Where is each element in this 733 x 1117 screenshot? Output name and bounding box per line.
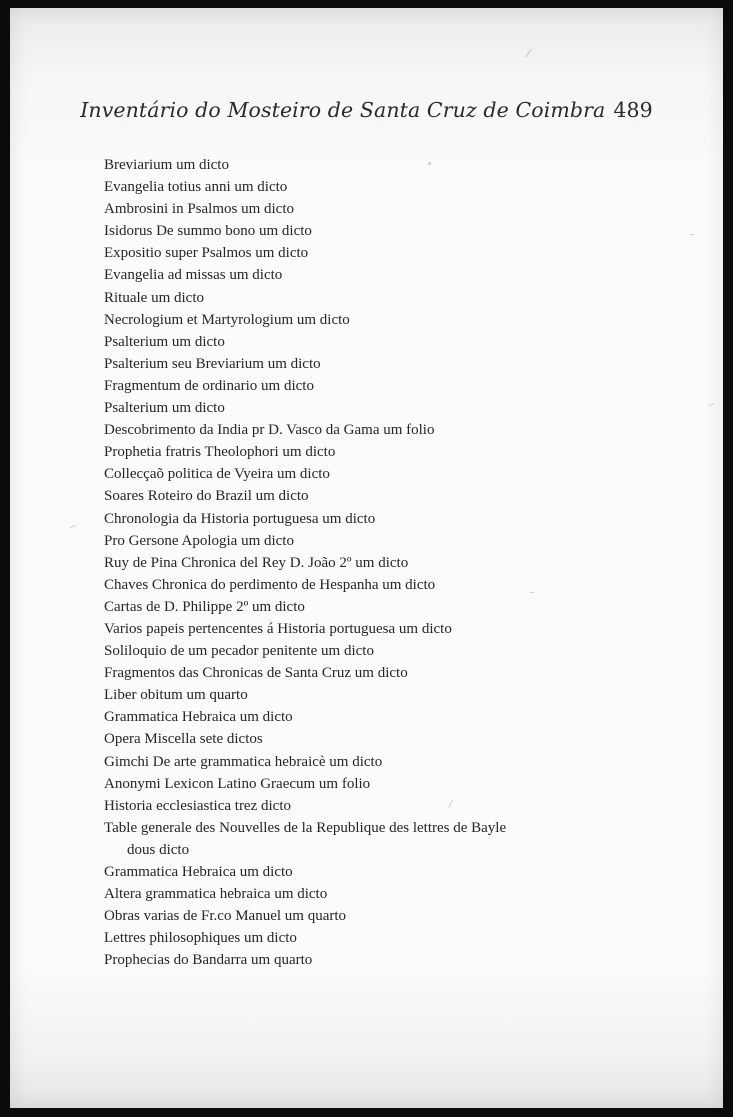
list-item: Grammatica Hebraica um dicto — [104, 864, 293, 880]
list-item: Necrologium et Martyrologium um dicto — [104, 311, 350, 328]
list-item: Opera Miscella sete dictos — [104, 731, 263, 748]
list-item: Ambrosini in Psalmos um dicto — [104, 201, 295, 218]
list-item: Pro Gersone Apologia um dicto — [104, 532, 294, 549]
list-item: Expositio super Psalmos um dicto — [104, 245, 309, 262]
inventory-list — [104, 154, 604, 971]
list-item: Soliloquio de um pecador penitente um dicto — [104, 643, 374, 660]
scanned-page — [10, 8, 723, 1108]
list-item: Lettres philosophiques um dicto — [104, 930, 297, 947]
list-item: Fragmentum de ordinario um dicto — [104, 377, 314, 394]
list-item: Prophetia fratris Theolophori um dicto — [104, 444, 336, 461]
list-item: Psalterium seu Breviarium um dicto — [104, 355, 321, 372]
list-item: Liber obitum um quarto — [104, 687, 248, 704]
list-item: Altera grammatica hebraica um dicto — [104, 886, 328, 903]
list-item: Collecçaõ politica de Vyeira um dicto — [104, 466, 330, 483]
list-item: Breviarium um dicto — [104, 157, 229, 173]
scan-speck — [690, 234, 694, 235]
list-item: Chaves Chronica do perdimento de Hespanha um dicto — [104, 576, 436, 593]
list-item: Ruy de Pina Chronica del Rey D. João 2º um dicto — [104, 554, 409, 571]
list-item: Cartas de D. Philippe 2º um dicto — [104, 598, 305, 615]
list-item: Evangelia ad missas um dicto — [104, 267, 283, 284]
list-item: Isidorus De summo bono um dicto — [104, 223, 312, 240]
list-item: Soares Roteiro do Brazil um dicto — [104, 488, 309, 505]
list-item: Grammatica Hebraica um dicto — [104, 709, 293, 726]
scan-speck — [525, 49, 532, 58]
list-item: Fragmentos das Chronicas de Santa Cruz um dicto — [104, 665, 408, 682]
list-item: Psalterium um dicto — [104, 333, 225, 350]
list-item: Anonymi Lexicon Latino Graecum um folio — [104, 775, 371, 792]
continuation-text: dous dicto — [127, 841, 190, 858]
list-item: Rituale um dicto — [104, 289, 204, 306]
scan-speck — [530, 592, 534, 593]
page-number: 489 — [613, 98, 653, 122]
list-item: Historia ecclesiastica trez dicto — [104, 797, 291, 814]
running-title: Inventário do Mosteiro de Santa Cruz de Coimbra — [80, 98, 606, 122]
scan-speck — [708, 403, 715, 407]
list-item: Evangelia totius anni um dicto — [104, 179, 288, 196]
list-item: Varios papeis pertencentes á Historia portuguesa um dicto — [104, 620, 452, 637]
list-item: Gimchi De arte grammatica hebraicè um dicto — [104, 753, 383, 770]
list-item: Prophecias do Bandarra um quarto — [104, 952, 313, 969]
running-header — [10, 98, 723, 122]
list-item: Descobrimento da India pr D. Vasco da Gama um folio — [104, 422, 435, 439]
list-item: Obras varias de Fr.co Manuel um quarto — [104, 908, 347, 925]
list-item: Psalterium um dicto — [104, 400, 225, 417]
list-item: Table generale des Nouvelles de la Republique des lettres de Bayle — [104, 819, 507, 836]
list-item-continuation — [104, 839, 604, 861]
list-item: Chronologia da Historia portuguesa um dicto — [104, 510, 376, 527]
scan-speck — [70, 525, 76, 528]
scan-speck — [428, 162, 431, 165]
